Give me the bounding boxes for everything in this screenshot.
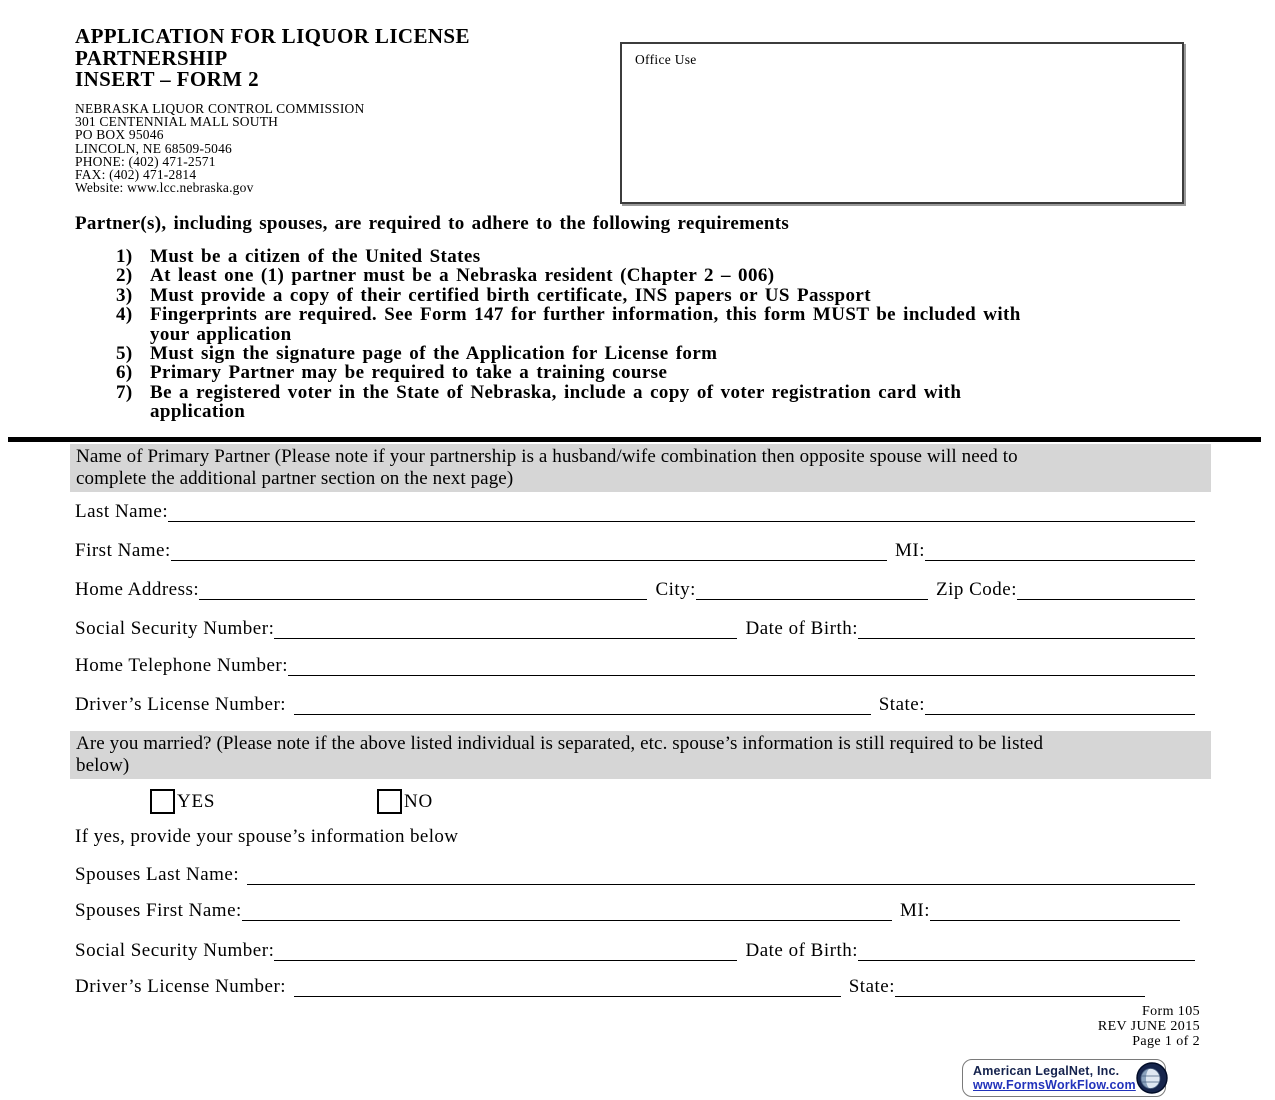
home-phone-label: Home Telephone Number: xyxy=(75,655,288,676)
spouse-mi-label: MI: xyxy=(900,900,930,921)
requirement-number: 7) xyxy=(116,381,133,403)
spouse-mi-input-line[interactable] xyxy=(930,920,1180,921)
footer-meta xyxy=(1098,1004,1200,1049)
spouse-last-name-row xyxy=(75,863,1195,887)
spouse-last-name-input-line[interactable] xyxy=(247,884,1195,885)
form-title xyxy=(75,26,470,91)
requirements-intro: Partner(s), including spouses, are required to adhere to the following requirements xyxy=(75,213,790,234)
form-title-line3: INSERT – FORM 2 xyxy=(75,67,259,91)
first-name-input-line[interactable] xyxy=(171,560,887,561)
requirement-item xyxy=(116,247,1050,266)
requirement-number: 2) xyxy=(116,265,133,287)
dob-label: Date of Birth: xyxy=(745,618,858,639)
requirement-text: Must sign the signature page of the Application for License form xyxy=(150,343,718,365)
spouse-first-name-input-line[interactable] xyxy=(242,920,892,921)
legalnet-badge xyxy=(962,1059,1166,1097)
home-address-label: Home Address: xyxy=(75,579,200,600)
spouse-drivers-license-input-line[interactable] xyxy=(294,996,841,997)
spouse-drivers-license-label: Driver’s License Number: xyxy=(75,976,287,997)
revision-date: REV JUNE 2015 xyxy=(1097,1019,1200,1034)
requirement-text: Must provide a copy of their certified birth certificate, INS papers or US Passport xyxy=(150,284,871,306)
ssn-label: Social Security Number: xyxy=(75,618,275,639)
office-use-label: Office Use xyxy=(635,52,697,67)
married-yes-option[interactable] xyxy=(150,789,215,814)
spouse-ssn-label: Social Security Number: xyxy=(75,940,275,961)
legalnet-name: American LegalNet, Inc. xyxy=(973,1064,1120,1078)
requirement-number: 4) xyxy=(116,304,133,326)
married-banner-text: Are you married? (Please note if the above listed individual is separated, etc. spouse’s information is still required to be listed below) xyxy=(76,733,1044,776)
state-input-line[interactable] xyxy=(925,714,1195,715)
legalnet-url-link[interactable]: www.FormsWorkFlow.com xyxy=(973,1078,1136,1092)
zip-code-input-line[interactable] xyxy=(1017,599,1195,600)
requirement-number: 3) xyxy=(116,284,133,306)
requirement-item xyxy=(116,266,1050,285)
primary-partner-banner-text: Name of Primary Partner (Please note if your partnership is a husband/wife combination then opposite spouse will need to complete the additional partner section on the next page) xyxy=(76,446,1018,489)
ssn-row xyxy=(75,617,1195,641)
agency-street: 301 CENTENNIAL MALL SOUTH xyxy=(75,114,279,130)
drivers-license-label: Driver’s License Number: xyxy=(75,694,287,715)
spouse-dob-input-line[interactable] xyxy=(858,960,1195,961)
primary-partner-banner xyxy=(70,444,1211,492)
spouse-last-name-label: Spouses Last Name: xyxy=(75,864,240,885)
last-name-input-line[interactable] xyxy=(168,521,1195,522)
section-divider xyxy=(8,437,1261,442)
agency-city: LINCOLN, NE 68509-5046 xyxy=(75,140,233,156)
requirement-text: Be a registered voter in the State of Nebraska, include a copy of voter registration card with application xyxy=(150,381,962,423)
married-no-option[interactable] xyxy=(377,789,433,814)
requirement-text: At least one (1) partner must be a Nebraska resident (Chapter 2 – 006) xyxy=(150,265,775,287)
requirement-text: Must be a citizen of the United States xyxy=(150,246,481,267)
drivers-license-row xyxy=(75,693,1195,717)
requirement-number: 5) xyxy=(116,343,133,365)
last-name-row xyxy=(75,500,1195,524)
requirements-list xyxy=(116,247,1050,422)
agency-fax: FAX: (402) 471-2814 xyxy=(75,167,197,183)
yes-label: YES xyxy=(177,790,216,812)
yes-checkbox[interactable] xyxy=(150,789,175,814)
spouse-ssn-row xyxy=(75,939,1195,963)
mi-label: MI: xyxy=(895,540,925,561)
drivers-license-input-line[interactable] xyxy=(294,714,871,715)
no-checkbox[interactable] xyxy=(377,789,402,814)
form-number: Form 105 xyxy=(1141,1004,1200,1019)
requirement-item xyxy=(116,383,1050,422)
first-name-row xyxy=(75,539,1195,563)
agency-website: Website: www.lcc.nebraska.gov xyxy=(75,180,254,196)
home-address-input-line[interactable] xyxy=(199,599,647,600)
form-title-line1: APPLICATION FOR LIQUOR LICENSE xyxy=(75,24,470,48)
requirement-item xyxy=(116,305,1050,344)
requirement-number: 6) xyxy=(116,362,133,384)
requirement-text: Fingerprints are required. See Form 147 for further information, this form MUST be included with your application xyxy=(150,304,1021,345)
last-name-label: Last Name: xyxy=(75,501,169,522)
spouse-dob-label: Date of Birth: xyxy=(745,940,858,961)
ssn-input-line[interactable] xyxy=(274,638,737,639)
city-input-line[interactable] xyxy=(696,599,928,600)
agency-phone: PHONE: (402) 471-2571 xyxy=(75,153,216,169)
spouse-drivers-license-row xyxy=(75,975,1145,999)
agency-pobox: PO BOX 95046 xyxy=(75,127,164,143)
dob-input-line[interactable] xyxy=(858,638,1195,639)
no-label: NO xyxy=(404,790,434,812)
zip-code-label: Zip Code: xyxy=(935,579,1017,600)
first-name-label: First Name: xyxy=(75,540,171,561)
home-address-row xyxy=(75,578,1195,602)
married-banner xyxy=(70,731,1211,779)
home-phone-row xyxy=(75,654,1195,678)
spouse-first-name-row xyxy=(75,899,1180,923)
spouse-first-name-label: Spouses First Name: xyxy=(75,900,242,921)
spouse-state-label: State: xyxy=(848,976,895,997)
city-label: City: xyxy=(655,579,696,600)
requirement-number: 1) xyxy=(116,246,133,267)
if-yes-instruction: If yes, provide your spouse’s information below xyxy=(75,826,459,847)
office-use-box[interactable] xyxy=(620,42,1184,204)
agency-name: NEBRASKA LIQUOR CONTROL COMMISSION xyxy=(75,101,365,116)
requirement-text: Primary Partner may be required to take a training course xyxy=(150,362,668,384)
mi-input-line[interactable] xyxy=(925,560,1195,561)
agency-address-block xyxy=(75,102,364,194)
page-indicator: Page 1 of 2 xyxy=(1132,1034,1200,1049)
spouse-state-input-line[interactable] xyxy=(895,996,1145,997)
spouse-ssn-input-line[interactable] xyxy=(274,960,737,961)
home-phone-input-line[interactable] xyxy=(288,675,1195,676)
requirement-item xyxy=(116,286,1050,305)
legalnet-globe-icon xyxy=(1136,1062,1168,1094)
form-title-line2: PARTNERSHIP xyxy=(75,45,228,70)
requirement-item xyxy=(116,344,1050,363)
requirement-item xyxy=(116,363,1050,382)
state-label: State: xyxy=(878,694,925,715)
legalnet-text xyxy=(973,1064,1136,1092)
